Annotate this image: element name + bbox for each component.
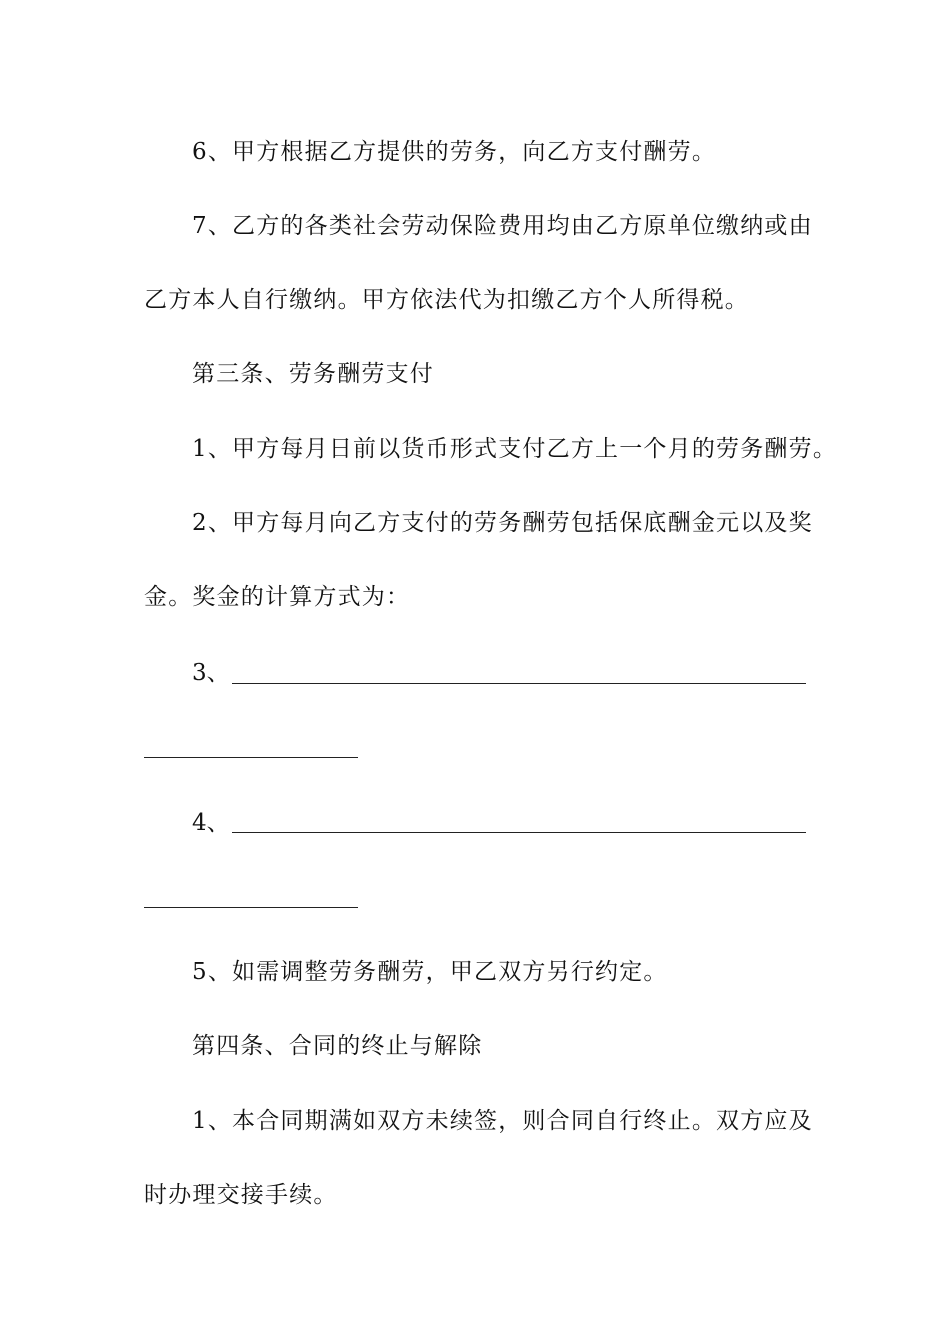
section3-item-5: 5、如需调整劳务酬劳，甲乙双方另行约定。	[192, 959, 668, 985]
section4-item-1-line1: 1、本合同期满如双方未续签，则合同自行终止。双方应及	[192, 1108, 813, 1134]
section4-item-1-line2: 时办理交接手续。	[144, 1182, 338, 1208]
paragraph-item-6: 6、甲方根据乙方提供的劳务，向乙方支付酬劳。	[192, 139, 717, 165]
section3-item-3	[192, 658, 230, 688]
fill-in-blank-line	[232, 683, 806, 684]
fill-in-blank-line	[144, 907, 358, 908]
section-heading-3: 第三条、劳务酬劳支付	[192, 361, 434, 387]
section3-item-2-line1: 2、甲方每月向乙方支付的劳务酬劳包括保底酬金元以及奖	[192, 510, 813, 536]
paragraph-item-7-line1: 7、乙方的各类社会劳动保险费用均由乙方原单位缴纳或由	[192, 213, 813, 239]
paragraph-item-7-line2: 乙方本人自行缴纳。甲方依法代为扣缴乙方个人所得税。	[144, 287, 749, 313]
section3-item-1: 1、甲方每月日前以货币形式支付乙方上一个月的劳务酬劳。	[192, 436, 838, 462]
fill-in-blank-line	[144, 757, 358, 758]
section-heading-4: 第四条、合同的终止与解除	[192, 1033, 483, 1059]
item-number: 4、	[192, 810, 230, 836]
section3-item-2-line2: 金。奖金的计算方式为：	[144, 584, 411, 610]
item-number: 3、	[192, 660, 230, 686]
fill-in-blank-line	[232, 832, 806, 833]
section3-item-4	[192, 808, 230, 838]
